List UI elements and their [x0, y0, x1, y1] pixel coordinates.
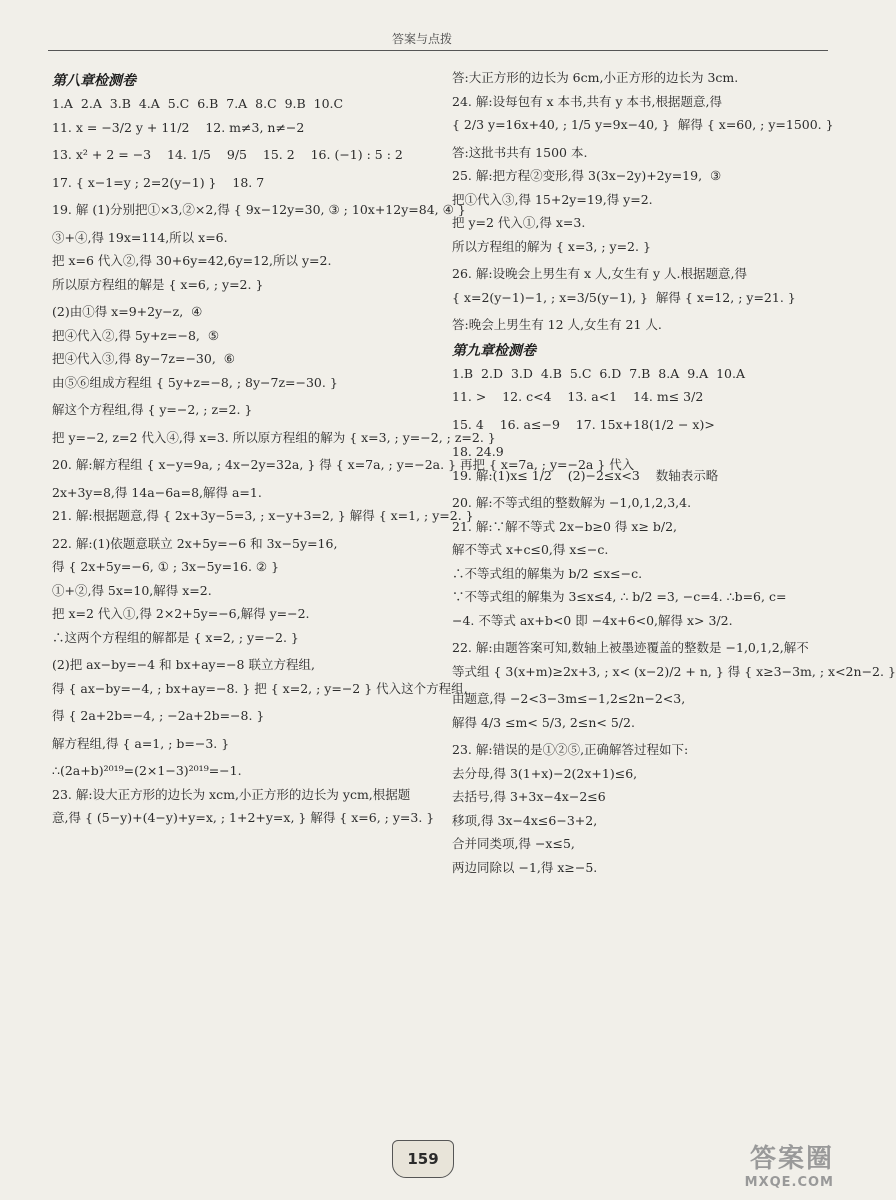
answer-line: 解得 4/3 ≤m< 5/3, 2≤n< 5/2. — [452, 714, 635, 730]
answer-line: 解这个方程组,得 { y=−2, ; z=2. } — [52, 402, 253, 417]
answer-line: 两边同除以 −1,得 x≥−5. — [452, 859, 598, 875]
answer-line: 20. 解:解方程组 { x−y=9a, ; 4x−2y=32a, } 得 { x=7a, ; y=−2a. } 再把 { x=7a, ; y=−2a } 代入 — [52, 457, 635, 472]
answer-line: 11. > 12. c<4 13. a<1 14. m≤ 3/2 — [452, 389, 704, 404]
page-number-badge — [392, 1140, 454, 1178]
answer-line: 解方程组,得 { a=1, ; b=−3. } — [52, 735, 230, 751]
chapter-8-title: 第八章检测卷 — [52, 73, 136, 89]
answer-line: 18. 24.9 — [452, 444, 504, 459]
answer-line: 11. x = −3/2 y + 11/2 12. m≠3, n≠−2 — [52, 119, 305, 135]
answer-line: 得 { 2x+5y=−6, ① ; 3x−5y=16. ② } — [52, 559, 280, 574]
answer-line: (2)由①得 x=9+2y−z, ④ — [52, 304, 203, 319]
answer-line: { 2/3 y=16x+40, ; 1/5 y=9x−40, } 解得 { x=60, ; y=1500. } — [452, 117, 834, 132]
answer-line: 把①代入③,得 15+2y=19,得 y=2. — [452, 191, 653, 207]
answer-line: 把④代入③,得 8y−7z=−30, ⑥ — [52, 351, 235, 366]
answer-line: −4. 不等式 ax+b<0 即 −4x+6<0,解得 x> 3/2. — [452, 612, 733, 628]
answer-line: 移项,得 3x−4x≤6−3+2, — [452, 812, 598, 828]
answer-line: 所以原方程组的解是 { x=6, ; y=2. } — [52, 276, 264, 292]
answer-line: 去分母,得 3(1+x)−2(2x+1)≤6, — [452, 765, 638, 781]
answer-line: 1.B 2.D 3.D 4.B 5.C 6.D 7.B 8.A 9.A 10.A — [452, 365, 746, 381]
answer-line: 17. { x−1=y ; 2=2(y−1) } 18. 7 — [52, 174, 265, 190]
answer-line: ∴这两个方程组的解都是 { x=2, ; y=−2. } — [52, 629, 299, 645]
right-column — [452, 62, 896, 885]
answer-line: ③+④,得 19x=114,所以 x=6. — [52, 229, 228, 245]
answer-line: 25. 解:把方程②变形,得 3(3x−2y)+2y=19, ③ — [452, 168, 722, 183]
page-number: 159 — [407, 1150, 439, 1168]
answer-line: 20. 解:不等式组的整数解为 −1,0,1,2,3,4. — [452, 495, 692, 510]
answer-line: 由题意,得 −2<3−3m≤−1,2≤2n−2<3, — [452, 691, 686, 706]
answer-line: 把 y=2 代入①,得 x=3. — [452, 215, 586, 230]
answer-line: 23. 解:设大正方形的边长为 xcm,小正方形的边长为 ycm,根据题 — [52, 786, 411, 802]
answer-line: 26. 解:设晚会上男生有 x 人,女生有 y 人.根据题意,得 — [452, 266, 747, 281]
answer-line: 2x+3y=8,得 14a−6a=8,解得 a=1. — [52, 484, 262, 500]
answer-line: 答:这批书共有 1500 本. — [452, 144, 588, 160]
answer-line: 把 x=2 代入①,得 2×2+5y=−6,解得 y=−2. — [52, 606, 310, 621]
answer-line: 19. 解 (1)分别把①×3,②×2,得 { 9x−12y=30, ③ ; 10x+12y=84, ④ } — [52, 202, 466, 217]
answer-line: 由⑤⑥组成方程组 { 5y+z=−8, ; 8y−7z=−30. } — [52, 374, 338, 390]
answer-line: ∴不等式组的解集为 b/2 ≤x≤−c. — [452, 565, 643, 581]
answer-line: 22. 解:由题答案可知,数轴上被墨迹覆盖的整数是 −1,0,1,2,解不 — [452, 640, 809, 655]
watermark-logo — [745, 1138, 834, 1190]
answer-line: 把 y=−2, z=2 代入④,得 x=3. 所以原方程组的解为 { x=3, ; y=−2, ; z=2. } — [52, 429, 496, 445]
header-divider — [48, 50, 828, 51]
answer-line: 意,得 { (5−y)+(4−y)+y=x, ; 1+2+y=x, } 解得 { x=6, ; y=3. } — [52, 810, 435, 825]
answer-line: 15. 4 16. a≤−9 17. 15x+18(1/2 − x)> — [452, 416, 715, 432]
answer-line: 13. x² + 2 = −3 14. 1/5 9/5 15. 2 16. (−1) : 5 : 2 — [52, 147, 403, 162]
answer-line: (2)把 ax−by=−4 和 bx+ay=−8 联立方程组, — [52, 657, 315, 672]
answer-line: 答:大正方形的边长为 6cm,小正方形的边长为 3cm. — [452, 70, 739, 85]
answer-line: 21. 解:∵解不等式 2x−b≥0 得 x≥ b/2, — [452, 518, 678, 534]
answer-line: ①+②,得 5x=10,解得 x=2. — [52, 582, 212, 598]
answer-line: 合并同类项,得 −x≤5, — [452, 836, 575, 851]
answer-line: ∴(2a+b)²⁰¹⁹=(2×1−3)²⁰¹⁹=−1. — [52, 763, 242, 778]
chapter-9-title: 第九章检测卷 — [452, 342, 536, 359]
answer-line: 22. 解:(1)依题意联立 2x+5y=−6 和 3x−5y=16, — [52, 535, 338, 551]
answer-line: 等式组 { 3(x+m)≥2x+3, ; x< (x−2)/2 + n, } 得 { x≥3−3m, ; x<2n−2. } — [452, 663, 896, 679]
answer-line: 把④代入②,得 5y+z=−8, ⑤ — [52, 327, 220, 343]
answer-line: 解不等式 x+c≤0,得 x≤−c. — [452, 542, 609, 557]
answer-line: 去括号,得 3+3x−4x−2≤6 — [452, 789, 606, 804]
answer-line: 24. 解:设每包有 x 本书,共有 y 本书,根据题意,得 — [452, 93, 722, 109]
page-header-title: 答案与点拨 — [391, 32, 452, 46]
answer-line: 所以方程组的解为 { x=3, ; y=2. } — [452, 238, 651, 254]
answer-line: 答:晚会上男生有 12 人,女生有 21 人. — [452, 317, 662, 332]
watermark-text: 答案圈 — [749, 1144, 834, 1174]
answer-line: 得 { ax−by=−4, ; bx+ay=−8. } 把 { x=2, ; y=−2 } 代入这个方程组, — [52, 680, 468, 696]
answer-line: 19. 解:(1)x≤ 1/2 (2)−2≤x<3 数轴表示略 — [452, 467, 719, 483]
answer-line: 21. 解:根据题意,得 { 2x+3y−5=3, ; x−y+3=2, } 解得 { x=1, ; y=2. } — [52, 508, 474, 523]
answer-line: ∵不等式组的解集为 3≤x≤4, ∴ b/2 =3, −c=4. ∴b=6, c= — [452, 589, 787, 604]
answer-line: 1.A 2.A 3.B 4.A 5.C 6.B 7.A 8.C 9.B 10.C — [52, 96, 344, 111]
watermark-url: MXQE.COM — [744, 1175, 834, 1190]
answer-line: 23. 解:错误的是①②⑤,正确解答过程如下: — [452, 742, 689, 757]
answer-line: 得 { 2a+2b=−4, ; −2a+2b=−8. } — [52, 708, 265, 723]
answer-line: { x=2(y−1)−1, ; x=3/5(y−1), } 解得 { x=12, ; y=21. } — [452, 289, 796, 305]
answer-line: 把 x=6 代入②,得 30+6y=42,6y=12,所以 y=2. — [52, 253, 332, 268]
